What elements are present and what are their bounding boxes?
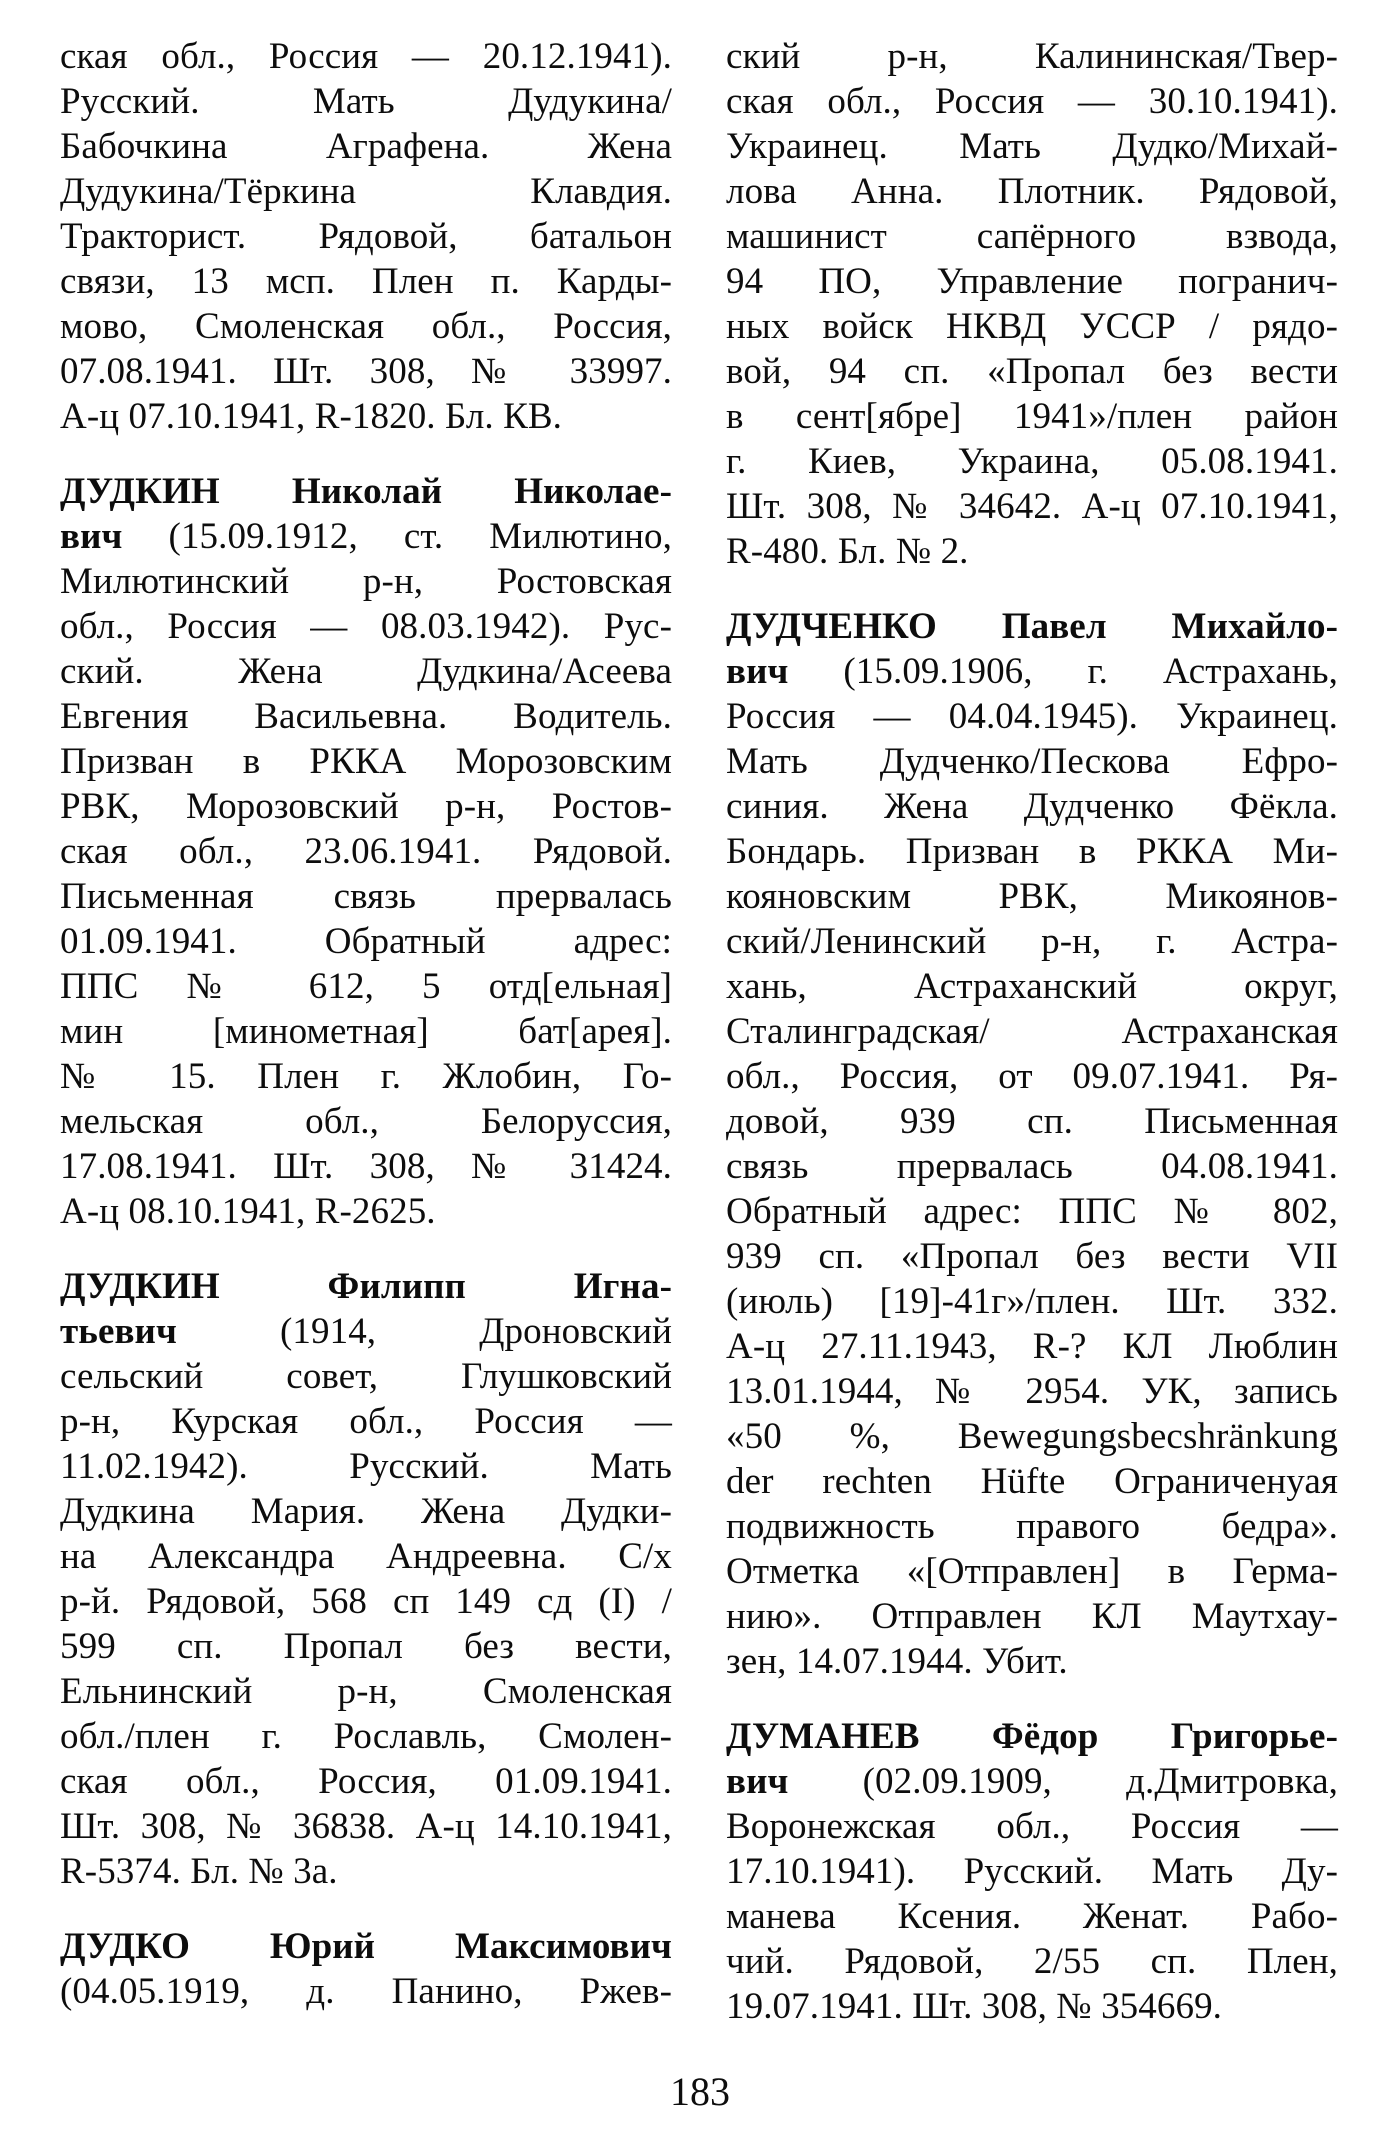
entry-body-text: хань, Астраханский округ,: [726, 966, 1338, 1007]
entry-body-text: ский р-н, Калининская/Твер-: [726, 36, 1338, 77]
entry-body-text: Украинец. Мать Дудко/Михай-: [726, 126, 1338, 167]
text-line: [60, 829, 672, 874]
entry-body-text: ская обл., 23.06.1941. Рядовой.: [60, 831, 672, 872]
text-line: [60, 214, 672, 259]
text-line: [60, 1849, 672, 1894]
text-line: [60, 1969, 672, 2014]
entry-body-text: 01.09.1941. Обратный адрес:: [60, 921, 672, 962]
entry-body-text: обл./плен г. Рославль, Смолен-: [60, 1716, 672, 1757]
text-line: [60, 739, 672, 784]
entry-paragraph: [726, 604, 1338, 1684]
right-column: [726, 34, 1338, 2029]
text-line: [60, 1354, 672, 1399]
entry-body-text: зен, 14.07.1944. Убит.: [726, 1641, 1068, 1682]
entry-body-text: (04.05.1919, д. Панино, Ржев-: [60, 1971, 672, 2012]
text-line: [726, 964, 1338, 1009]
entry-body-text: Шт. 308, № 34642. А-ц 07.10.1941,: [726, 486, 1338, 527]
entry-body-text: ных войск НКВД УССР / рядо-: [726, 306, 1338, 347]
entry-body-text: 13.01.1944, № 2954. УК, запись: [726, 1371, 1338, 1412]
entry-body-text: Бондарь. Призван в РККА Ми-: [726, 831, 1338, 872]
text-line: [726, 169, 1338, 214]
text-line: [726, 649, 1338, 694]
text-line: [60, 259, 672, 304]
text-line: [726, 349, 1338, 394]
text-line: [726, 694, 1338, 739]
text-line: [60, 649, 672, 694]
entry-body-text: мин [минометная] бат[арея].: [60, 1011, 672, 1052]
entry-paragraph: [60, 1264, 672, 1894]
entry-body-text: 07.08.1941. Шт. 308, № 33997.: [60, 351, 672, 392]
entry-name-text: ДУДКИН Николай Николае-: [60, 471, 672, 512]
entry-body-text: г. Киев, Украина, 05.08.1941.: [726, 441, 1338, 482]
text-line: [726, 1189, 1338, 1234]
text-columns: [60, 34, 1338, 2029]
entry-body-text: машинист сапёрного взвода,: [726, 216, 1338, 257]
text-line: [60, 1264, 672, 1309]
entry-paragraph: [60, 469, 672, 1234]
entry-body-text: ский. Жена Дудкина/Асеева: [60, 651, 672, 692]
text-line: [60, 1579, 672, 1624]
entry-body-text: Дудукина/Тёркина Клавдия.: [60, 171, 672, 212]
text-line: [60, 1099, 672, 1144]
entry-body-text: 17.10.1941). Русский. Мать Ду-: [726, 1851, 1338, 1892]
entry-body-text: сельский совет, Глушковский: [60, 1356, 672, 1397]
entry-body-text: Призван в РККА Морозовским: [60, 741, 672, 782]
entry-body-text: Тракторист. Рядовой, батальон: [60, 216, 672, 257]
text-line: [60, 1309, 672, 1354]
entry-body-text: R-480. Бл. № 2.: [726, 531, 969, 572]
text-line: [60, 469, 672, 514]
text-line: [726, 1714, 1338, 1759]
entry-body-text: А-ц 07.10.1941, R-1820. Бл. КВ.: [60, 396, 563, 437]
entry-body-text: R-5374. Бл. № 3а.: [60, 1851, 338, 1892]
text-line: [60, 1009, 672, 1054]
text-line: [60, 784, 672, 829]
text-line: [726, 919, 1338, 964]
text-line: [726, 1759, 1338, 1804]
text-line: [60, 1669, 672, 1714]
text-line: [726, 1939, 1338, 1984]
entry-body-text: в сент[ябре] 1941»/плен район: [726, 396, 1338, 437]
entry-body-text: кояновским РВК, Микоянов-: [726, 876, 1338, 917]
entry-body-text: ский/Ленинский р-н, г. Астра-: [726, 921, 1338, 962]
text-line: [60, 919, 672, 964]
text-line: [60, 304, 672, 349]
text-line: [60, 1804, 672, 1849]
text-line: [726, 34, 1338, 79]
entry-body-text: довой, 939 сп. Письменная: [726, 1101, 1338, 1142]
text-line: [726, 304, 1338, 349]
entry-name-text: ДУДКИН Филипп Игна-: [60, 1266, 672, 1307]
entry-body-text: «50 %, Bewegungsbecshränkung: [726, 1416, 1338, 1457]
entry-body-text: Шт. 308, № 36838. А-ц 14.10.1941,: [60, 1806, 672, 1847]
entry-body-text: обл., Россия — 08.03.1942). Рус-: [60, 606, 672, 647]
text-line: [726, 1414, 1338, 1459]
text-line: [726, 1009, 1338, 1054]
entry-body-text: А-ц 08.10.1941, R-2625.: [60, 1191, 436, 1232]
entry-body-text: чий. Рядовой, 2/55 сп. Плен,: [726, 1941, 1338, 1982]
entry-body-text: лова Анна. Плотник. Рядовой,: [726, 171, 1338, 212]
text-line: [726, 784, 1338, 829]
text-line: [726, 214, 1338, 259]
entry-body-text: манева Ксения. Женат. Рабо-: [726, 1896, 1338, 1937]
text-line: [60, 349, 672, 394]
entry-name-text: тьевич: [60, 1311, 177, 1352]
entry-body-text: мельская обл., Белоруссия,: [60, 1101, 672, 1142]
entry-body-text: Отметка «[Отправлен] в Герма-: [726, 1551, 1338, 1592]
text-line: [726, 1099, 1338, 1144]
text-line: [60, 1759, 672, 1804]
text-line: [60, 604, 672, 649]
text-line: [726, 1279, 1338, 1324]
entry-body-text: ская обл., Россия, 01.09.1941.: [60, 1761, 672, 1802]
entry-body-text: Мать Дудченко/Пескова Ефро-: [726, 741, 1338, 782]
text-line: [726, 829, 1338, 874]
entry-continuation: [60, 34, 672, 439]
entry-body-text: (15.09.1906, г. Астрахань,: [788, 651, 1338, 692]
entry-body-text: нию». Отправлен КЛ Маутхау-: [726, 1596, 1338, 1637]
page-number: 183: [670, 2069, 730, 2114]
text-line: [726, 259, 1338, 304]
entry-body-text: Бабочкина Аграфена. Жена: [60, 126, 672, 167]
entry-name-text: вич: [60, 516, 123, 557]
entry-body-text: Обратный адрес: ППС № 802,: [726, 1191, 1338, 1232]
text-line: [60, 694, 672, 739]
text-line: [726, 394, 1338, 439]
entry-body-text: № 15. Плен г. Жлобин, Го-: [60, 1056, 672, 1097]
entry-body-text: мово, Смоленская обл., Россия,: [60, 306, 672, 347]
text-line: [60, 394, 672, 439]
entry-name-text: ДУМАНЕВ Фёдор Григорье-: [726, 1716, 1338, 1757]
text-line: [60, 124, 672, 169]
text-line: [60, 1444, 672, 1489]
entry-body-text: Воронежская обл., Россия —: [726, 1806, 1338, 1847]
entry-name-text: вич: [726, 1761, 789, 1802]
entry-name-text: ДУДЧЕНКО Павел Михайло-: [726, 606, 1338, 647]
entry-body-text: (июль) [19]-41г»/плен. Шт. 332.: [726, 1281, 1338, 1322]
entry-name-text: ДУДКО Юрий Максимович: [60, 1926, 672, 1967]
text-line: [60, 964, 672, 1009]
entry-continuation: [726, 34, 1338, 574]
text-line: [60, 514, 672, 559]
entry-paragraph: [60, 1924, 672, 2014]
entry-body-text: вой, 94 сп. «Пропал без вести: [726, 351, 1338, 392]
text-line: [726, 1639, 1338, 1684]
text-line: [60, 1489, 672, 1534]
entry-body-text: Дудкина Мария. Жена Дудки-: [60, 1491, 672, 1532]
text-line: [60, 1054, 672, 1099]
text-line: [726, 1324, 1338, 1369]
entry-body-text: Сталинградская/ Астраханская: [726, 1011, 1338, 1052]
text-line: [60, 874, 672, 919]
entry-name-text: вич: [726, 651, 789, 692]
text-line: [726, 1504, 1338, 1549]
text-line: [726, 124, 1338, 169]
text-line: [726, 529, 1338, 574]
entry-body-text: подвижность правого бедра».: [726, 1506, 1338, 1547]
entry-body-text: 599 сп. Пропал без вести,: [60, 1626, 672, 1667]
entry-body-text: (15.09.1912, ст. Милютино,: [122, 516, 672, 557]
entry-body-text: 94 ПО, Управление погранич-: [726, 261, 1338, 302]
entry-body-text: связь прервалась 04.08.1941.: [726, 1146, 1338, 1187]
entry-body-text: синия. Жена Дудченко Фёкла.: [726, 786, 1338, 827]
entry-body-text: обл., Россия, от 09.07.1941. Ря-: [726, 1056, 1338, 1097]
text-line: [60, 1624, 672, 1669]
entry-body-text: 939 сп. «Пропал без вести VII: [726, 1236, 1338, 1277]
text-line: [726, 874, 1338, 919]
text-line: [726, 1894, 1338, 1939]
text-line: [60, 1714, 672, 1759]
left-column: [60, 34, 672, 2029]
entry-body-text: Письменная связь прервалась: [60, 876, 672, 917]
text-line: [726, 484, 1338, 529]
entry-body-text: Россия — 04.04.1945). Украинец.: [726, 696, 1338, 737]
text-line: [726, 1804, 1338, 1849]
text-line: [726, 1984, 1338, 2029]
text-line: [726, 739, 1338, 784]
text-line: [726, 439, 1338, 484]
text-line: [60, 169, 672, 214]
entry-body-text: А-ц 27.11.1943, R-? КЛ Люблин: [726, 1326, 1338, 1367]
entry-body-text: ская обл., Россия — 30.10.1941).: [726, 81, 1338, 122]
text-line: [726, 79, 1338, 124]
entry-body-text: (1914, Дроновский: [176, 1311, 672, 1352]
text-line: [60, 1144, 672, 1189]
text-line: [60, 1189, 672, 1234]
text-line: [726, 1549, 1338, 1594]
entry-body-text: ская обл., Россия — 20.12.1941).: [60, 36, 672, 77]
text-line: [726, 1054, 1338, 1099]
entry-body-text: Евгения Васильевна. Водитель.: [60, 696, 672, 737]
text-line: [60, 1534, 672, 1579]
entry-body-text: р-н, Курская обл., Россия —: [60, 1401, 672, 1442]
text-line: [726, 1234, 1338, 1279]
text-line: [60, 1924, 672, 1969]
text-line: [60, 559, 672, 604]
entry-body-text: связи, 13 мсп. Плен п. Карды-: [60, 261, 672, 302]
entry-body-text: 17.08.1941. Шт. 308, № 31424.: [60, 1146, 672, 1187]
entry-body-text: 19.07.1941. Шт. 308, № 354669.: [726, 1986, 1223, 2027]
text-line: [726, 1459, 1338, 1504]
entry-body-text: 11.02.1942). Русский. Мать: [60, 1446, 672, 1487]
text-line: [60, 1399, 672, 1444]
text-line: [726, 1849, 1338, 1894]
entry-body-text: на Александра Андреевна. С/х: [60, 1536, 672, 1577]
entry-body-text: Русский. Мать Дудукина/: [60, 81, 672, 122]
entry-body-text: Ельнинский р-н, Смоленская: [60, 1671, 672, 1712]
entry-body-text: РВК, Морозовский р-н, Ростов-: [60, 786, 672, 827]
entry-body-text: ППС № 612, 5 отд[ельная]: [60, 966, 672, 1007]
text-line: [726, 604, 1338, 649]
entry-body-text: der rechten Hüfte Ограниченуая: [726, 1461, 1338, 1502]
entry-body-text: Милютинский р-н, Ростовская: [60, 561, 672, 602]
entry-paragraph: [726, 1714, 1338, 2029]
text-line: [726, 1594, 1338, 1639]
text-line: [60, 79, 672, 124]
entry-body-text: (02.09.1909, д.Дмитровка,: [788, 1761, 1338, 1802]
text-line: [726, 1369, 1338, 1414]
entry-body-text: р-й. Рядовой, 568 сп 149 сд (I) /: [60, 1581, 672, 1622]
text-line: [60, 34, 672, 79]
text-line: [726, 1144, 1338, 1189]
